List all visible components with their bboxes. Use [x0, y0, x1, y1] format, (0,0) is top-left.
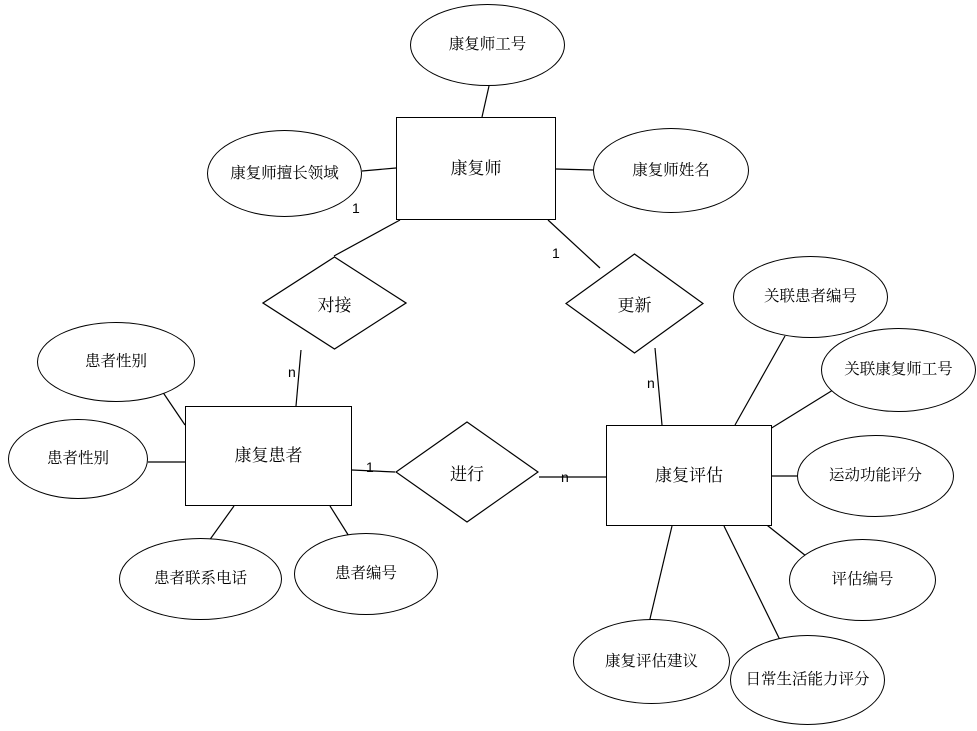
entity-therapist-label: 康复师: [450, 158, 502, 178]
attribute-linked-patient-no[interactable]: [733, 256, 888, 338]
attribute-assessment-advice-label: 康复评估建议: [604, 652, 698, 670]
attribute-motor-score-label: 运动功能评分: [828, 467, 922, 485]
attribute-assessment-no-label: 评估编号: [831, 571, 894, 589]
cardinality-dock-1-text: 1: [352, 200, 360, 216]
cardinality-update-n-text: n: [647, 375, 655, 391]
edge-assessment-no: [763, 522, 806, 556]
attribute-therapist-name[interactable]: [593, 128, 749, 213]
edge-therapist-domain: [362, 168, 396, 171]
edge-linked-patient-no: [735, 336, 785, 425]
attribute-patient-no[interactable]: [294, 533, 438, 615]
attribute-assessment-advice[interactable]: [573, 619, 730, 704]
edge-therapist-name: [556, 169, 593, 170]
cardinality-perform-n: [561, 469, 569, 485]
attribute-patient-no-label: 患者编号: [334, 565, 397, 583]
attribute-assessment-no[interactable]: [789, 539, 936, 621]
attribute-therapist-domain-label: 康复师擅长领域: [230, 164, 339, 182]
attribute-therapist-domain[interactable]: [207, 130, 362, 217]
cardinality-update-1-text: 1: [552, 245, 560, 261]
edge-therapist-id: [482, 86, 489, 117]
attribute-linked-patient-no-label: 关联患者编号: [763, 288, 857, 306]
cardinality-perform-1-text: 1: [366, 459, 374, 475]
attribute-therapist-name-label: 康复师姓名: [632, 161, 710, 179]
attribute-patient-gender-2-label: 患者性别: [46, 450, 109, 468]
cardinality-perform-n-text: n: [561, 469, 569, 485]
attribute-patient-gender-1-label: 患者性别: [84, 353, 147, 371]
cardinality-update-n: [647, 375, 655, 391]
cardinality-dock-n: [288, 364, 296, 380]
edge-therapist-dock: [334, 220, 400, 256]
relationship-update-label: 更新: [617, 296, 652, 315]
edge-update-assessment: [655, 348, 662, 425]
attribute-patient-gender-1[interactable]: [37, 322, 195, 402]
attribute-patient-phone[interactable]: [119, 538, 282, 620]
entity-assessment[interactable]: [606, 425, 772, 526]
attribute-motor-score[interactable]: [797, 435, 954, 517]
relationship-dock-label: 对接: [317, 295, 352, 315]
edge-adl-score: [724, 526, 780, 640]
edge-assessment-advice: [649, 526, 672, 623]
cardinality-dock-1: [352, 200, 360, 216]
attribute-linked-therapist-id-label: 关联康复师工号: [844, 361, 953, 379]
attribute-adl-score[interactable]: [730, 635, 885, 725]
entity-patient-label: 康复患者: [234, 446, 303, 466]
attribute-patient-phone-label: 患者联系电话: [153, 570, 247, 588]
entity-patient[interactable]: [185, 406, 352, 506]
relationship-perform-label: 进行: [450, 464, 484, 484]
cardinality-dock-n-text: n: [288, 364, 296, 380]
relationship-dock[interactable]: [262, 256, 407, 350]
cardinality-perform-1: [366, 459, 374, 475]
attribute-therapist-id-label: 康复师工号: [448, 36, 527, 54]
entity-assessment-label: 康复评估: [655, 465, 723, 485]
cardinality-update-1: [552, 245, 560, 261]
attribute-adl-score-label: 日常生活能力评分: [745, 671, 870, 689]
edge-dock-patient: [296, 350, 301, 406]
relationship-update[interactable]: [565, 253, 704, 354]
attribute-patient-gender-2[interactable]: [8, 419, 148, 499]
attribute-linked-therapist-id[interactable]: [821, 328, 976, 412]
entity-therapist[interactable]: [396, 117, 556, 220]
attribute-therapist-id[interactable]: [410, 4, 565, 86]
relationship-perform[interactable]: [395, 421, 539, 523]
